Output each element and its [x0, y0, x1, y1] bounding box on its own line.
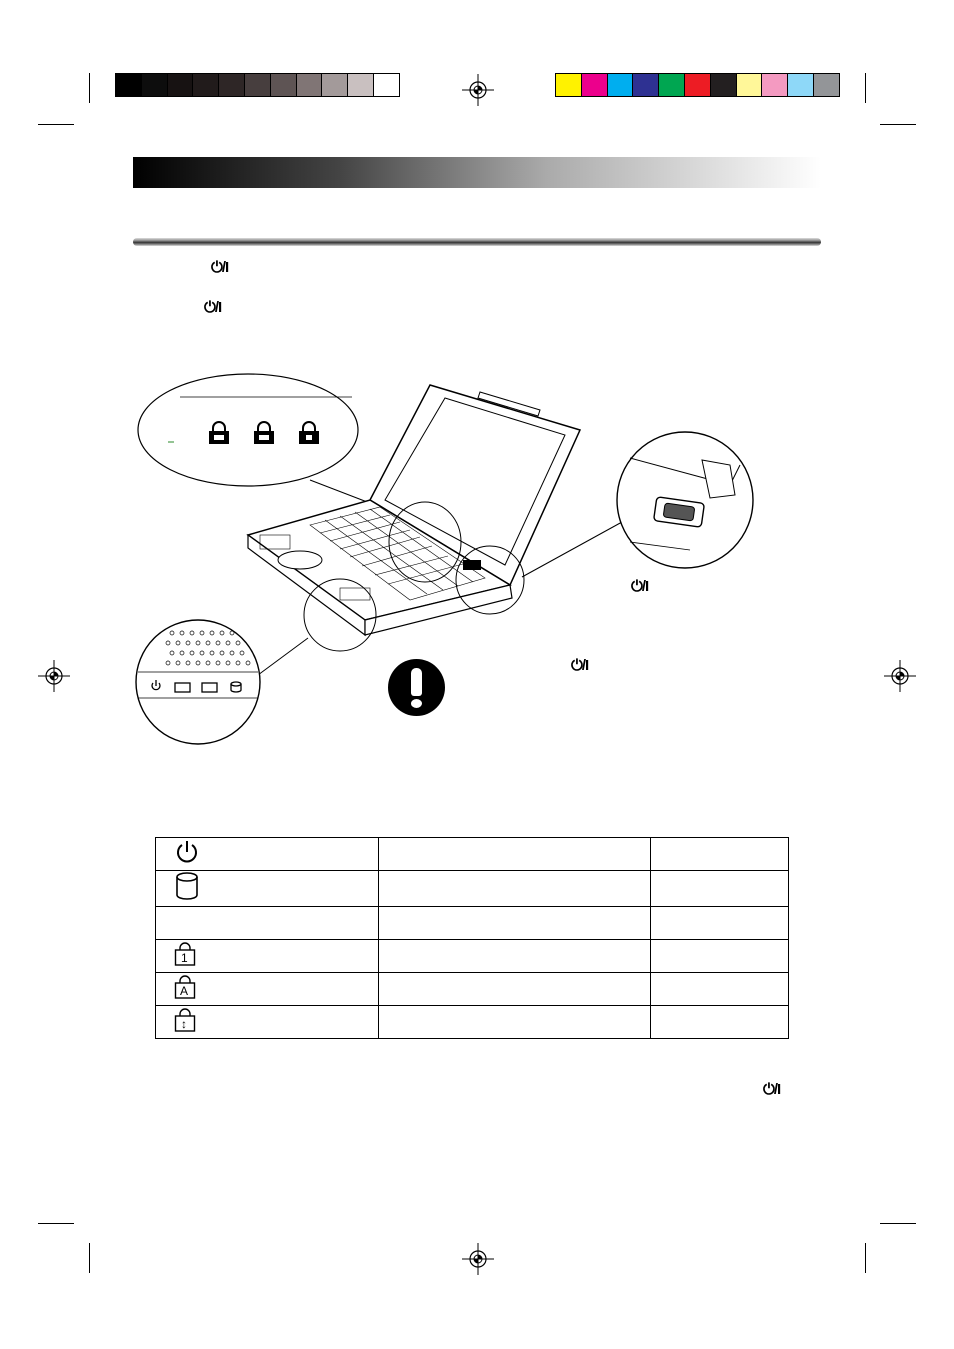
color-swatch	[684, 73, 711, 97]
exclamation-icon	[388, 659, 445, 716]
color-swatch	[761, 73, 788, 97]
table-row	[156, 1006, 789, 1039]
color-swatch	[813, 73, 840, 97]
color-swatch	[141, 73, 168, 97]
color-swatch	[218, 73, 245, 97]
power-icon	[174, 839, 200, 865]
crop-mark	[865, 73, 866, 103]
crop-mark	[38, 124, 74, 125]
crop-mark	[880, 124, 916, 125]
color-swatch	[321, 73, 348, 97]
registration-target-icon	[462, 1243, 494, 1275]
table-row	[156, 907, 789, 940]
crop-mark	[89, 1243, 90, 1273]
color-swatch	[115, 73, 142, 97]
table-row	[156, 838, 789, 871]
registration-target-icon	[462, 74, 494, 106]
table-row	[156, 871, 789, 907]
disk-icon	[174, 871, 200, 901]
crop-mark	[865, 1243, 866, 1273]
section-title-band	[133, 157, 821, 188]
power-symbol: ⏻/I	[763, 1081, 781, 1098]
color-swatch	[373, 73, 400, 97]
power-symbol: ⏻/I	[571, 657, 589, 674]
registration-target-icon	[884, 660, 916, 692]
color-swatch	[710, 73, 737, 97]
color-swatch	[787, 73, 814, 97]
scroll-lock-icon: ↕	[174, 1008, 196, 1032]
table-row	[156, 973, 789, 1006]
color-swatch	[244, 73, 271, 97]
color-swatch	[658, 73, 685, 97]
indicator-table	[155, 837, 789, 1039]
crop-mark	[38, 1223, 74, 1224]
color-swatch	[296, 73, 323, 97]
color-swatch	[632, 73, 659, 97]
color-swatch	[607, 73, 634, 97]
color-swatch	[167, 73, 194, 97]
section-divider	[133, 238, 821, 246]
num-lock-icon: 1	[174, 942, 196, 966]
table-row	[156, 940, 789, 973]
power-symbol: ⏻/I	[631, 578, 649, 595]
color-swatch	[555, 73, 582, 97]
color-swatch	[347, 73, 374, 97]
caps-lock-icon: A	[174, 975, 196, 999]
color-swatch	[581, 73, 608, 97]
color-swatch	[270, 73, 297, 97]
color-swatch	[192, 73, 219, 97]
crop-mark	[89, 73, 90, 103]
color-swatch	[736, 73, 763, 97]
power-symbol: ⏻/I	[204, 299, 222, 316]
laptop-illustration	[130, 370, 760, 750]
power-symbol: ⏻/I	[211, 259, 229, 276]
registration-target-icon	[38, 660, 70, 692]
crop-mark	[880, 1223, 916, 1224]
